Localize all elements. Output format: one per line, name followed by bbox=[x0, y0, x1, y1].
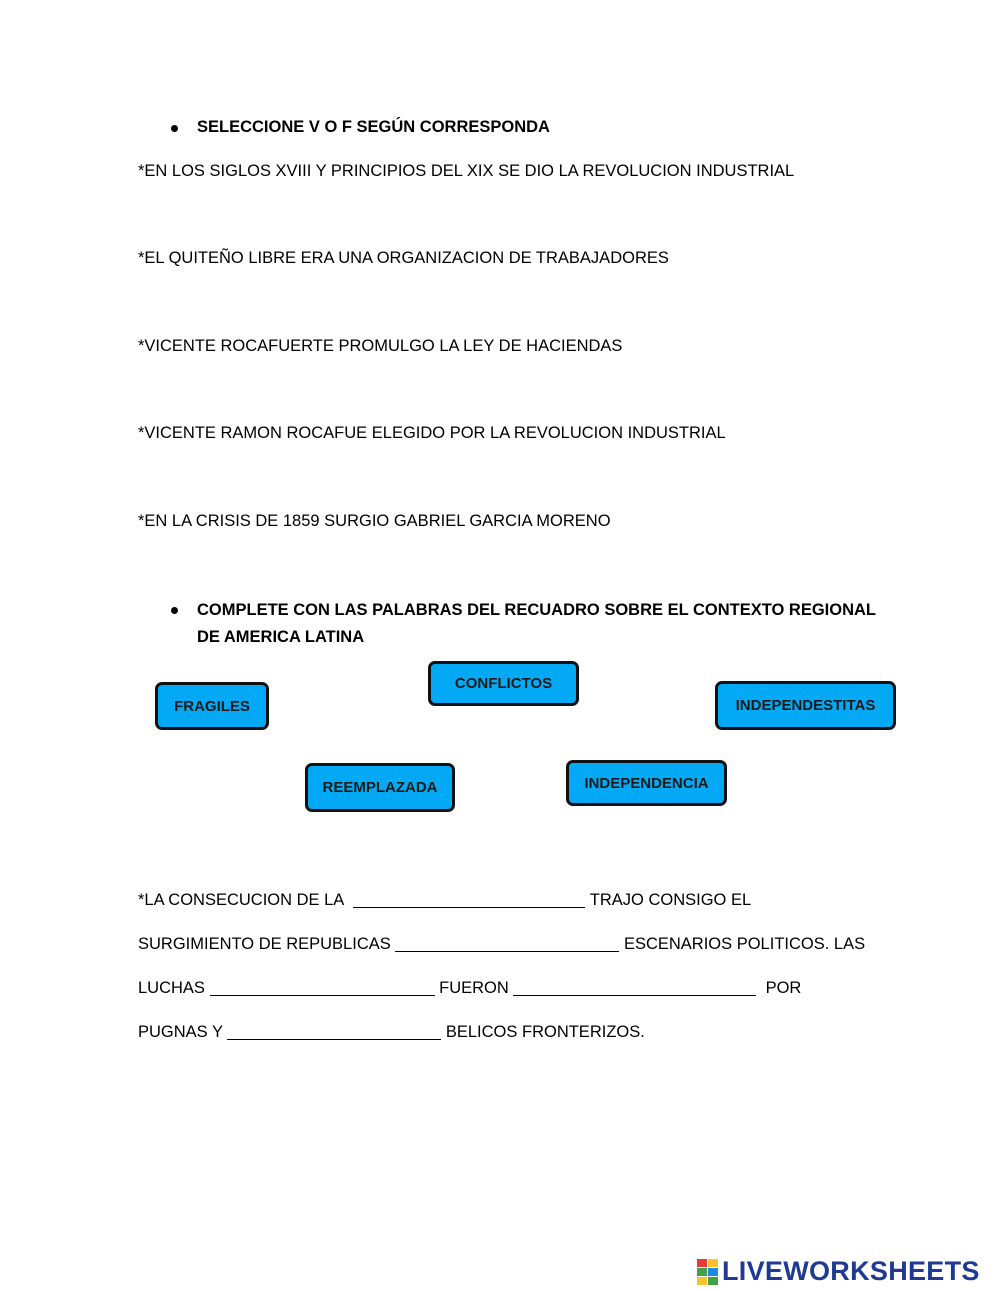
logo-square bbox=[708, 1259, 718, 1267]
paragraph-text: *LA CONSECUCION DE LA bbox=[138, 891, 345, 909]
word-independencia[interactable]: INDEPENDENCIA bbox=[566, 760, 727, 806]
blank-5[interactable] bbox=[227, 1022, 441, 1040]
logo-text: LIVEWORKSHEETS bbox=[722, 1256, 980, 1286]
section2-heading-line2: DE AMERICA LATINA bbox=[197, 628, 365, 646]
blank-4[interactable] bbox=[513, 978, 756, 996]
paragraph-line-3 bbox=[138, 978, 801, 998]
word-reemplazada[interactable]: REEMPLAZADA bbox=[305, 763, 455, 812]
paragraph-text: TRAJO CONSIGO EL bbox=[589, 891, 752, 909]
logo-square bbox=[697, 1277, 707, 1285]
statement-3: *VICENTE ROCAFUERTE PROMULGO LA LEY DE HACIENDAS bbox=[138, 337, 623, 355]
logo-square bbox=[697, 1268, 707, 1276]
paragraph-text: POR bbox=[765, 979, 802, 997]
word-fragiles[interactable]: FRAGILES bbox=[155, 682, 269, 730]
paragraph-line-4 bbox=[138, 1022, 645, 1042]
liveworksheets-logo bbox=[697, 1256, 980, 1287]
paragraph-text: SURGIMIENTO DE REPUBLICAS bbox=[138, 935, 391, 953]
paragraph-text: BELICOS FRONTERIZOS. bbox=[445, 1023, 645, 1041]
paragraph-text: PUGNAS Y bbox=[138, 1023, 223, 1041]
statement-2: *EL QUITEÑO LIBRE ERA UNA ORGANIZACION DE TRABAJADORES bbox=[138, 249, 669, 267]
statement-5: *EN LA CRISIS DE 1859 SURGIO GABRIEL GARCIA MORENO bbox=[138, 512, 611, 530]
blank-1[interactable] bbox=[353, 890, 585, 908]
paragraph-line-1 bbox=[138, 890, 751, 910]
blank-3[interactable] bbox=[210, 978, 435, 996]
section2-heading-line1: COMPLETE CON LAS PALABRAS DEL RECUADRO SOBRE EL CONTEXTO REGIONAL bbox=[197, 601, 876, 619]
paragraph-text: LUCHAS bbox=[138, 979, 205, 997]
paragraph-text: FUERON bbox=[439, 979, 509, 997]
paragraph-line-2 bbox=[138, 934, 865, 954]
statement-1: *EN LOS SIGLOS XVIII Y PRINCIPIOS DEL XIX SE DIO LA REVOLUCION INDUSTRIAL bbox=[138, 162, 795, 180]
word-independestitas[interactable]: INDEPENDESTITAS bbox=[715, 681, 896, 730]
blank-2[interactable] bbox=[395, 934, 619, 952]
logo-square bbox=[697, 1259, 707, 1267]
bullet-icon bbox=[171, 607, 178, 614]
statement-4: *VICENTE RAMON ROCAFUE ELEGIDO POR LA REVOLUCION INDUSTRIAL bbox=[138, 424, 726, 442]
logo-square bbox=[708, 1268, 718, 1276]
section1-heading: SELECCIONE V O F SEGÚN CORRESPONDA bbox=[197, 118, 550, 136]
logo-icon bbox=[697, 1259, 718, 1285]
logo-square bbox=[708, 1277, 718, 1285]
bullet-icon bbox=[171, 125, 178, 132]
paragraph-text: ESCENARIOS POLITICOS. LAS bbox=[623, 935, 866, 953]
word-conflictos[interactable]: CONFLICTOS bbox=[428, 661, 579, 706]
